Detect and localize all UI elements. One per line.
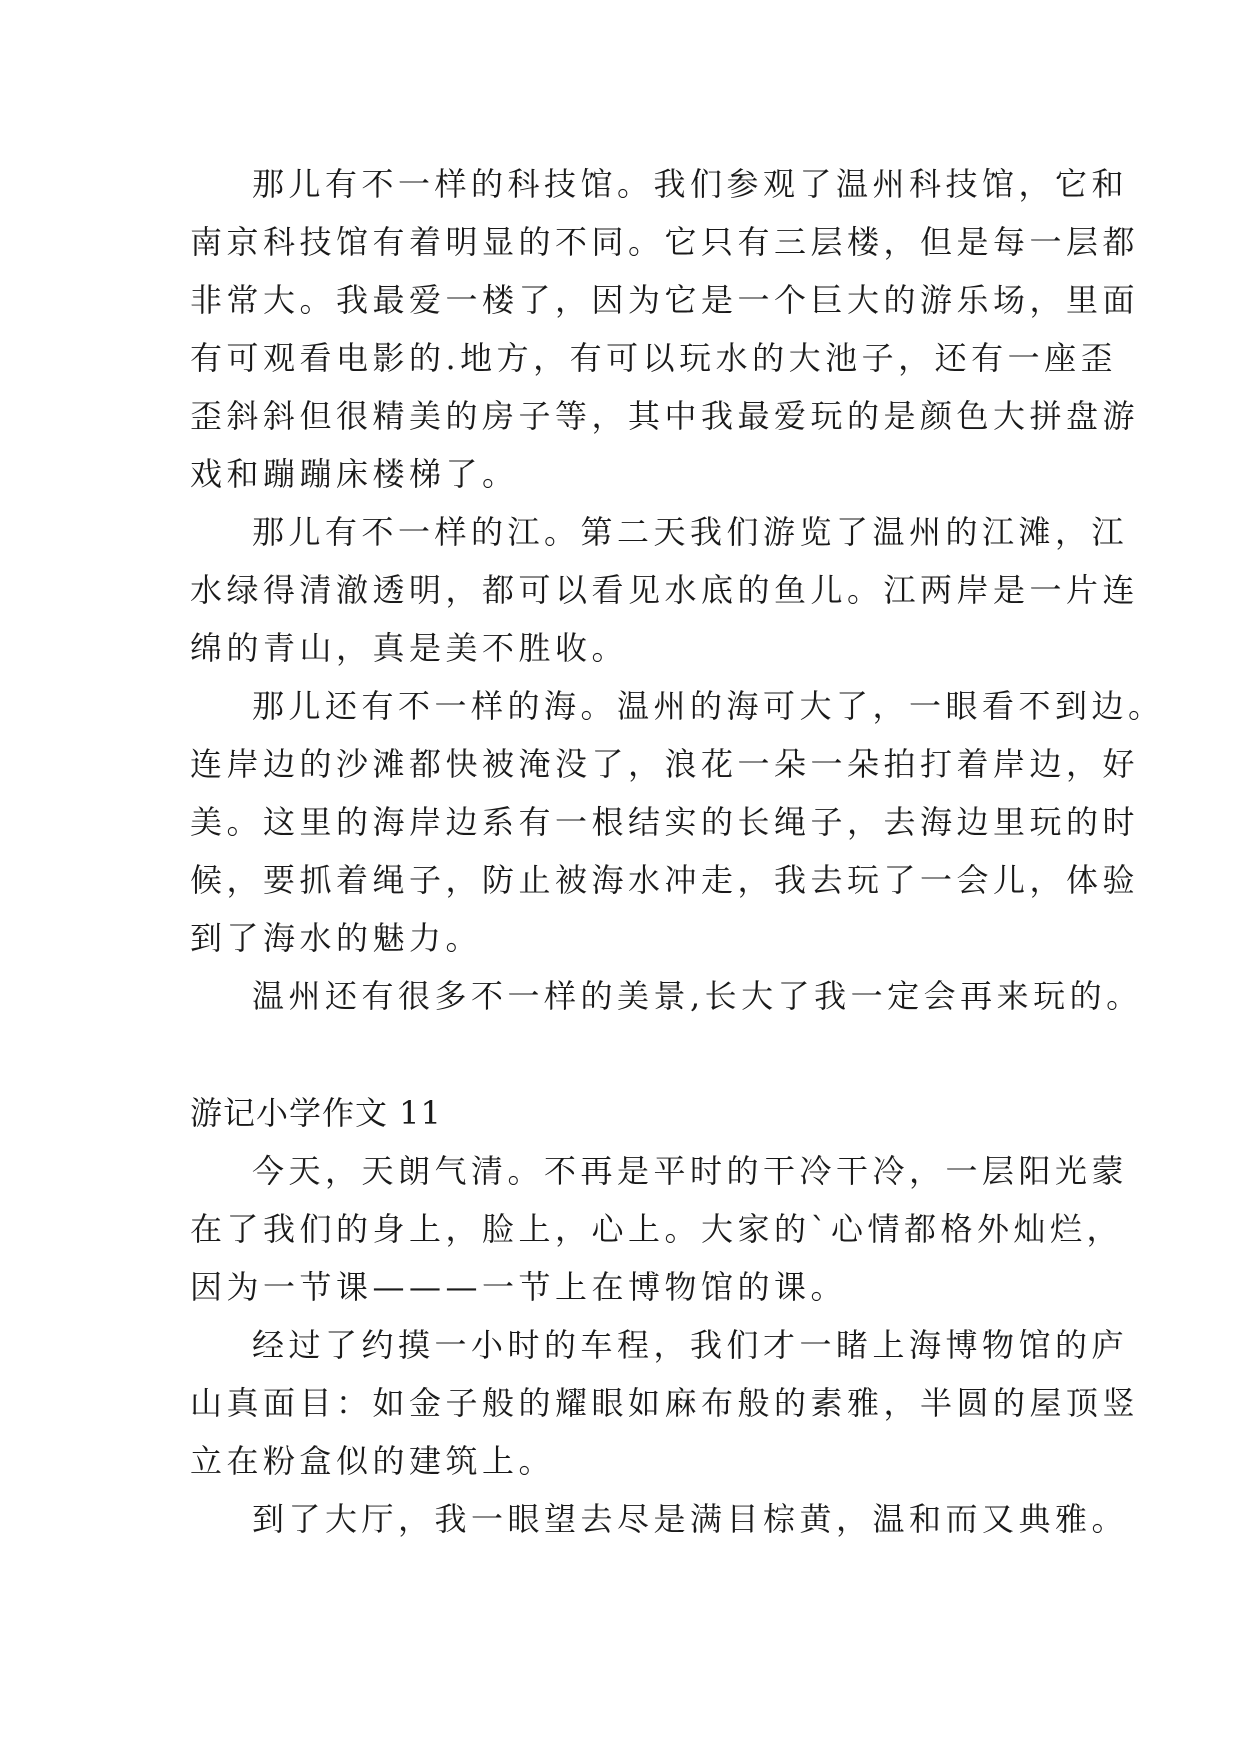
paragraph-line: 到了大厅，我一眼望去尽是满目棕黄，温和而又典雅。 [252, 1500, 1129, 1538]
paragraph-line: 连岸边的沙滩都快被淹没了，浪花一朵一朵拍打着岸边，好 [190, 745, 1140, 783]
paragraph-line: 绵的青山，真是美不胜收。 [190, 629, 629, 667]
paragraph-line: 戏和蹦蹦床楼梯了。 [190, 455, 519, 493]
paragraph-line: 在了我们的身上，脸上，心上。大家的`心情都格外灿烂， [190, 1210, 1124, 1248]
paragraph-line: 山真面目：如金子般的耀眼如麻布般的素雅，半圆的屋顶竖 [190, 1384, 1140, 1422]
paragraph-line: 美。这里的海岸边系有一根结实的长绳子，去海边里玩的时 [190, 803, 1140, 841]
paragraph-line: 经过了约摸一小时的车程，我们才一睹上海博物馆的庐 [252, 1326, 1129, 1364]
paragraph-line: 那儿还有不一样的海。温州的海可大了，一眼看不到边。 [252, 687, 1165, 725]
paragraph-line: 今天，天朗气清。不再是平时的干冷干冷，一层阳光蒙 [252, 1152, 1129, 1190]
paragraph-line: 南京科技馆有着明显的不同。它只有三层楼，但是每一层都 [190, 223, 1140, 261]
paragraph-line: 有可观看电影的.地方，有可以玩水的大池子，还有一座歪 [190, 339, 1118, 377]
paragraph-line: 到了海水的魅力。 [190, 919, 483, 957]
paragraph-line: 那儿有不一样的科技馆。我们参观了温州科技馆，它和 [252, 165, 1129, 203]
section-title: 游记小学作文 11 [190, 1094, 442, 1132]
paragraph-line: 立在粉盒似的建筑上。 [190, 1442, 556, 1480]
paragraph-line: 非常大。我最爱一楼了，因为它是一个巨大的游乐场，里面 [190, 281, 1140, 319]
paragraph-line: 温州还有很多不一样的美景,长大了我一定会再来玩的。 [252, 977, 1143, 1015]
paragraph-line: 那儿有不一样的江。第二天我们游览了温州的江滩，江 [252, 513, 1129, 551]
paragraph-line: 歪斜斜但很精美的房子等，其中我最爱玩的是颜色大拼盘游 [190, 397, 1140, 435]
paragraph-line: 水绿得清澈透明，都可以看见水底的鱼儿。江两岸是一片连 [190, 571, 1140, 609]
paragraph-line: 候，要抓着绳子，防止被海水冲走，我去玩了一会儿，体验 [190, 861, 1140, 899]
paragraph-line: 因为一节课———一节上在博物馆的课。 [190, 1268, 848, 1306]
